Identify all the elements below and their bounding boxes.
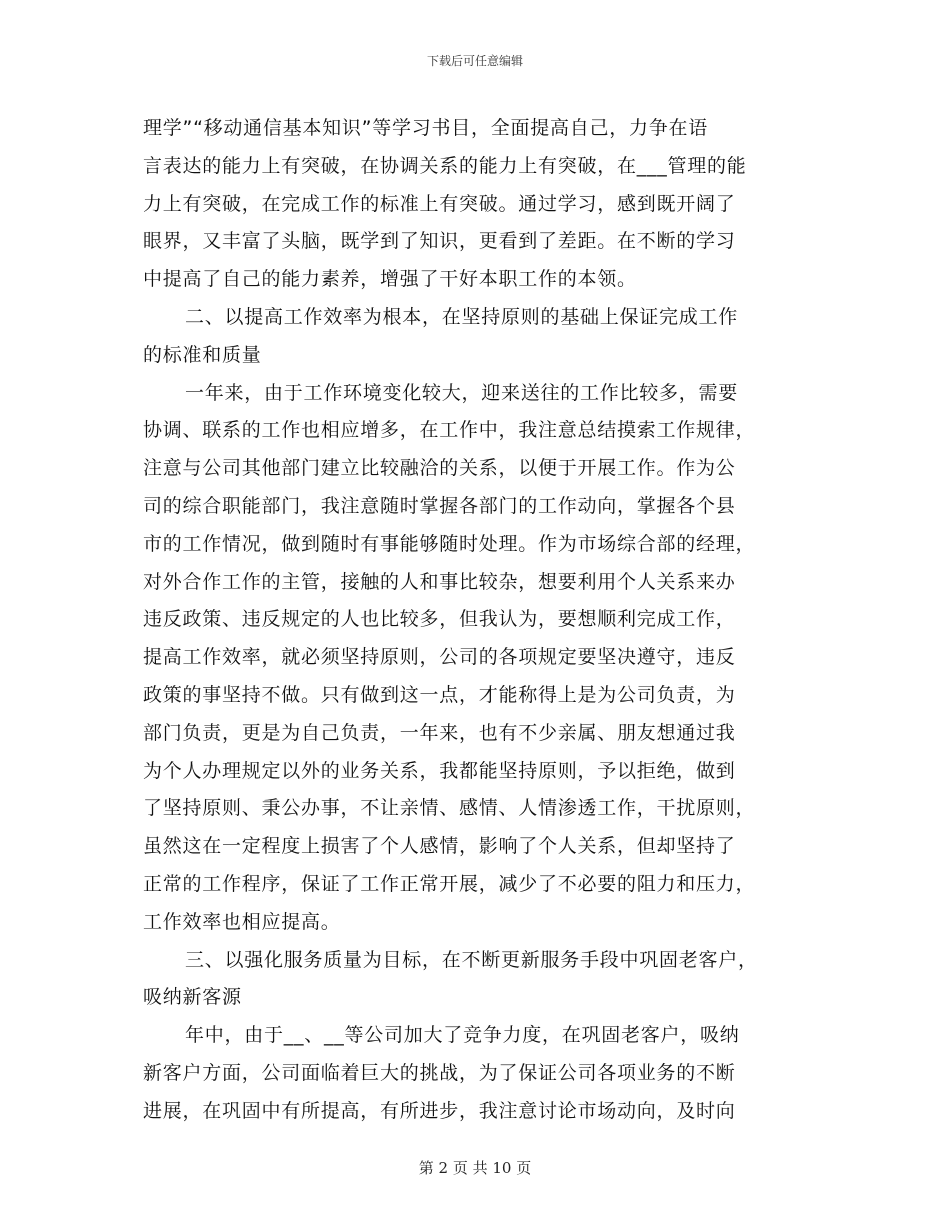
text-line: 言表达的能力上有突破，在协调关系的能力上有突破，在___管理的能 xyxy=(143,154,747,177)
section-heading-2 xyxy=(143,299,807,375)
text-line: 新客户方面，公司面临着巨大的挑战，为了保证公司各项业务的不断 xyxy=(143,1061,736,1084)
page-header-note: 下载后可任意编辑 xyxy=(426,54,523,68)
text-line: 进展，在巩固中有所提高，有所进步，我注意讨论市场动向，及时向 xyxy=(143,1099,736,1122)
text-line: 部门负责，更是为自己负责，一年来，也有不少亲属、朋友想通过我 xyxy=(143,721,736,744)
page-number-footer: 第 2 页 共 10 页 xyxy=(418,1159,532,1177)
text-line: 吸纳新客源 xyxy=(143,986,242,1009)
text-line: 协调、联系的工作也相应增多，在工作中，我注意总结摸索工作规律， xyxy=(143,419,756,442)
text-line: 力上有突破，在完成工作的标准上有突破。通过学习，感到既开阔了 xyxy=(143,192,736,215)
text-line: 年中，由于__、__等公司加大了竞争力度，在巩固老客户，吸纳 xyxy=(185,1024,740,1047)
text-line: 注意与公司其他部门建立比较融洽的关系，以便于开展工作。作为公 xyxy=(143,457,736,480)
text-line: 三、以强化服务质量为目标，在不断更新服务手段中巩固老客户， xyxy=(185,948,758,971)
paragraph xyxy=(143,110,807,299)
text-line: 提高工作效率，就必须坚持原则，公司的各项规定要坚决遵守，违反 xyxy=(143,646,736,669)
text-line: 政策的事坚持不做。只有做到这一点，才能称得上是为公司负责，为 xyxy=(143,683,736,706)
text-line: 违反政策、违反规定的人也比较多，但我认为，要想顺利完成工作， xyxy=(143,608,736,631)
text-line: 眼界，又丰富了头脑，既学到了知识，更看到了差距。在不断的学习 xyxy=(143,230,736,253)
paragraph xyxy=(143,375,807,942)
text-line: 正常的工作程序，保证了工作正常开展，减少了不必要的阻力和压力， xyxy=(143,872,756,895)
text-line: 市的工作情况，做到随时有事能够随时处理。作为市场综合部的经理， xyxy=(143,532,756,555)
text-line: 了坚持原则、秉公办事，不让亲情、感情、人情渗透工作，干扰原则， xyxy=(143,797,756,820)
section-heading-3 xyxy=(143,942,807,1018)
text-line: 理学”“移动通信基本知识”等学习书目，全面提高自己，力争在语 xyxy=(143,117,709,139)
text-line: 为个人办理规定以外的业务关系，我都能坚持原则，予以拒绝，做到 xyxy=(143,759,736,782)
text-line: 对外合作工作的主管，接触的人和事比较杂，想要利用个人关系来办 xyxy=(143,570,736,593)
text-line: 二、以提高工作效率为根本，在坚持原则的基础上保证完成工作 xyxy=(185,305,739,328)
text-line: 中提高了自己的能力素养，增强了干好本职工作的本领。 xyxy=(143,268,637,291)
document-body xyxy=(143,110,807,1131)
text-line: 工作效率也相应提高。 xyxy=(143,910,341,933)
text-line: 的标准和质量 xyxy=(143,343,262,366)
paragraph xyxy=(143,1017,807,1130)
text-line: 司的综合职能部门，我注意随时掌握各部门的工作动向，掌握各个县 xyxy=(143,494,736,517)
text-line: 一年来，由于工作环境变化较大，迎来送往的工作比较多，需要 xyxy=(185,381,739,404)
text-line: 虽然这在一定程度上损害了个人感情，影响了个人关系，但却坚持了 xyxy=(143,835,736,858)
